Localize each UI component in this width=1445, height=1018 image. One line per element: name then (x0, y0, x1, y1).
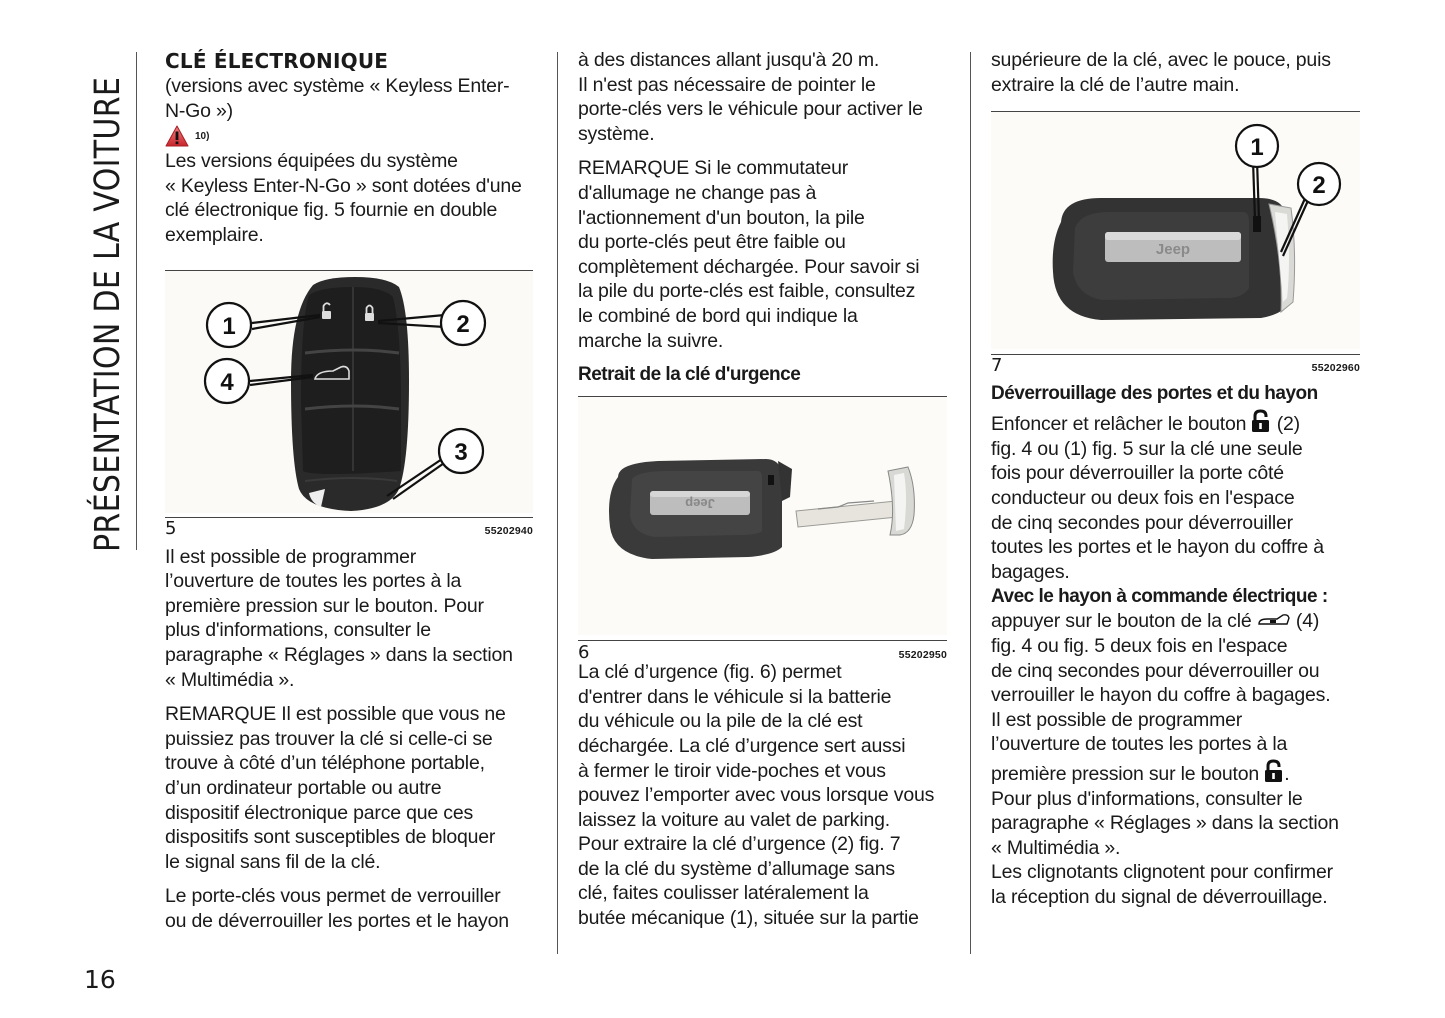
key-with-emergency-key-image (578, 397, 947, 635)
body-line: fig. 4 ou fig. 5 deux fois en l'espace (991, 634, 1288, 657)
figure-6 (578, 396, 947, 664)
body-line: clé électronique fig. 5 fournie en double (165, 199, 498, 222)
section-side-title-text: PRÉSENTATION DE LA VOITURE (88, 76, 128, 553)
body-line: puissiez pas trouver la clé si celle-ci se (165, 727, 493, 750)
figure-5 (165, 270, 533, 539)
body-line: Pour extraire la clé d’urgence (2) fig. 7 (578, 833, 901, 856)
figure-bottom-rule (578, 640, 947, 641)
body-line: complètement déchargée. Pour savoir si (578, 255, 920, 278)
body-line: paragraphe « Réglages » dans la section (991, 812, 1339, 835)
subtitle-line: N-Go ») (165, 99, 233, 122)
subsection-heading-liftgate: Avec le hayon à commande électrique : (991, 586, 1328, 608)
body-text: . (1284, 762, 1290, 785)
warning-footnote-ref: 10) (195, 130, 210, 142)
body-line: Les clignotants clignotent pour confirmer (991, 861, 1333, 884)
body-line: de la clé du système d’allumage sans (578, 857, 895, 880)
callout-4: 4 (220, 368, 234, 396)
body-line: « Multimédia ». (991, 836, 1121, 859)
body-line: porte-clés vers le véhicule pour activer le (578, 98, 923, 121)
body-line: Il n'est pas nécessaire de pointer le (578, 73, 876, 96)
body-line: du véhicule ou la pile de la clé est (578, 710, 863, 733)
body-line: verrouiller le hayon du coffre à bagages. (991, 684, 1331, 707)
body-line: d’un ordinateur portable ou autre (165, 776, 442, 799)
body-line: plus d'informations, consulter le (165, 619, 431, 642)
body-line: pouvez l’emporter avec vous lorsque vous (578, 784, 935, 807)
body-line: le signal sans fil de la clé. (165, 850, 381, 873)
liftgate-icon (1257, 613, 1291, 627)
body-line: exemplaire. (165, 223, 264, 246)
subsection-heading: Retrait de la clé d'urgence (578, 364, 801, 386)
jeep-badge: Jeep (1155, 241, 1191, 259)
key-fob-front-image (165, 271, 533, 513)
subtitle-line: (versions avec système « Keyless Enter- (165, 75, 510, 97)
column-divider-1 (557, 52, 558, 954)
body-line: première pression sur le bouton. Pour (165, 594, 484, 617)
body-line: l’ouverture de toutes les portes à la (991, 733, 1288, 756)
body-line: de cinq secondes pour déverrouiller ou (991, 659, 1320, 682)
body-line: « Keyless Enter-N-Go » sont dotées d'une (165, 174, 522, 197)
callout-2: 2 (1312, 172, 1326, 200)
figure-7 (991, 111, 1360, 377)
body-line: « Multimédia ». (165, 668, 295, 691)
jeep-badge: Jeep (685, 496, 715, 512)
subsection-heading-unlock: Déverrouillage des portes et du hayon (991, 383, 1318, 405)
body-line: fois pour déverrouiller la porte côté (991, 462, 1284, 485)
body-line: fig. 4 ou (1) fig. 5 sur la clé une seule (991, 437, 1303, 460)
figure-caption (991, 355, 1360, 377)
body-line: butée mécanique (1), située sur la partie (578, 907, 919, 930)
body-line: La clé d’urgence (fig. 6) permet (578, 661, 842, 684)
column-1 (165, 48, 540, 933)
body-line: le combiné de bord qui indique la (578, 304, 858, 327)
body-line: dispositifs sont susceptibles de bloquer (165, 826, 496, 849)
callout-2: 2 (456, 310, 470, 338)
body-line (991, 409, 1366, 437)
figure-number: 5 (165, 517, 177, 539)
body-line: du porte-clés peut être faible ou (578, 231, 846, 254)
body-line: laissez la voiture au valet de parking. (578, 808, 890, 831)
body-line: toutes les portes et le hayon du coffre à (991, 536, 1324, 559)
body-line: trouve à côté d’un téléphone portable, (165, 752, 485, 775)
body-line: de cinq secondes pour déverrouiller (991, 511, 1293, 534)
side-title-rule (136, 52, 137, 550)
figure-code: 55202950 (898, 649, 947, 662)
body-line: d'allumage ne change pas à (578, 181, 817, 204)
body-line: clé, faites coulisser latéralement la (578, 882, 869, 905)
body-text: (2) (1276, 413, 1300, 436)
body-line: la réception du signal de déverrouillage. (991, 885, 1328, 908)
figure-bottom-rule (165, 517, 533, 518)
body-line: supérieure de la clé, avec le pouce, puis (991, 49, 1331, 71)
figure-caption (578, 642, 947, 664)
figure-code: 55202940 (484, 524, 533, 537)
column-2 (578, 48, 950, 931)
body-line: à fermer le tiroir vide-poches et vous (578, 759, 886, 782)
body-line: d'entrer dans le véhicule si la batterie (578, 685, 892, 708)
body-line: Le porte-clés vous permet de verrouiller (165, 885, 501, 908)
callout-1: 1 (1250, 134, 1264, 162)
body-line: Les versions équipées du système (165, 150, 458, 173)
warning-reference (165, 123, 540, 149)
page-number: 16 (84, 965, 116, 994)
body-line (991, 759, 1366, 787)
figure-number: 6 (578, 642, 590, 664)
figure-caption (165, 518, 533, 539)
body-text: Enfoncer et relâcher le bouton (991, 413, 1247, 436)
body-line: REMARQUE Il est possible que vous ne (165, 703, 506, 726)
body-line: système. (578, 122, 655, 145)
body-line: extraire la clé de l’autre main. (991, 73, 1240, 96)
unlock-padlock-icon (1264, 759, 1284, 783)
body-text: première pression sur le bouton (991, 762, 1260, 785)
section-side-title (84, 52, 132, 552)
body-line: bagages. (991, 560, 1070, 583)
figure-number: 7 (991, 355, 1003, 377)
body-line: paragraphe « Réglages » dans la section (165, 643, 513, 666)
column-divider-2 (970, 52, 971, 954)
body-line: REMARQUE Si le commutateur (578, 157, 849, 180)
callout-1: 1 (222, 312, 236, 340)
body-line: déchargée. La clé d’urgence sert aussi (578, 734, 906, 757)
section-heading: CLÉ ÉLECTRONIQUE (165, 49, 389, 73)
body-text: (4) (1295, 610, 1320, 633)
callout-3: 3 (454, 438, 468, 466)
body-line: Il est possible de programmer (165, 545, 417, 568)
body-line: l'actionnement d'un bouton, la pile (578, 206, 865, 229)
body-text: appuyer sur le bouton de la clé (991, 610, 1252, 633)
column-3 (991, 48, 1366, 909)
body-line: Pour plus d'informations, consulter le (991, 787, 1303, 810)
body-line: dispositif électronique parce que ces (165, 801, 474, 824)
body-line: à des distances allant jusqu'à 20 m. (578, 49, 880, 71)
body-line (991, 609, 1366, 634)
warning-triangle-icon (165, 125, 189, 147)
body-line: conducteur ou deux fois en l'espace (991, 486, 1295, 509)
unlock-padlock-icon (1251, 409, 1271, 433)
key-fob-emergency-release-image (991, 112, 1360, 349)
body-line: marche la suivre. (578, 329, 724, 352)
body-line: la pile du porte-clés est faible, consultez (578, 280, 916, 303)
body-line: Il est possible de programmer (991, 708, 1243, 731)
figure-code: 55202960 (1311, 362, 1360, 375)
body-line: ou de déverrouiller les portes et le hayon (165, 909, 509, 932)
body-line: l’ouverture de toutes les portes à la (165, 570, 462, 593)
